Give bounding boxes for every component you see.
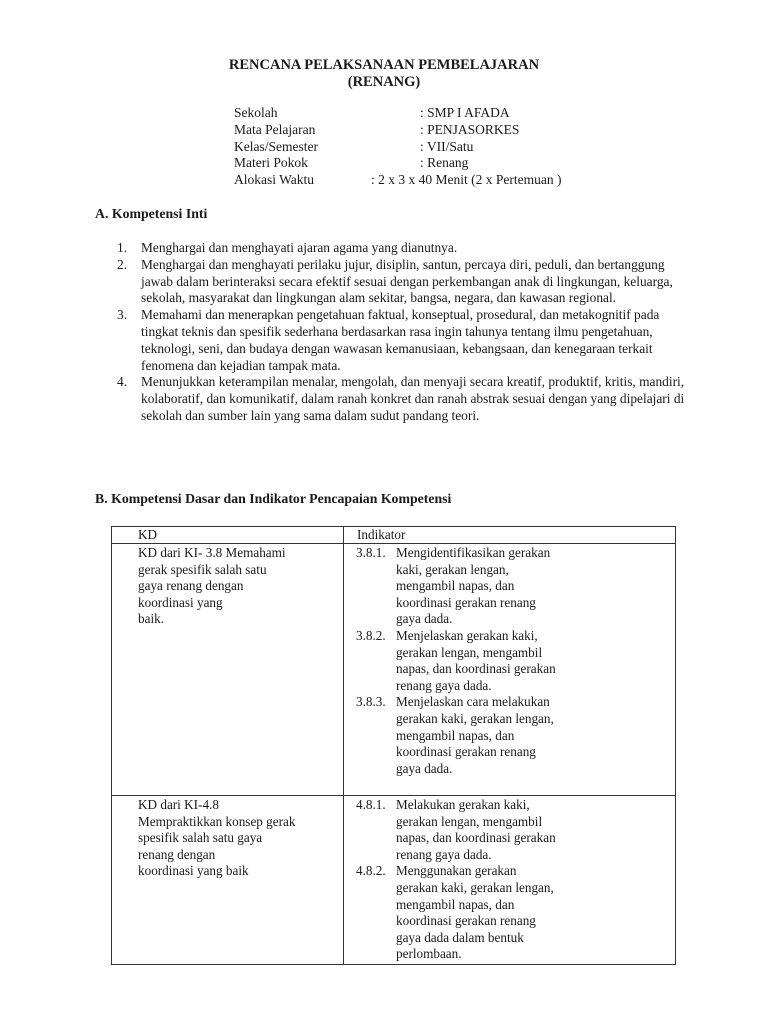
kd-line: spesifik salah satu gaya [138,830,263,846]
indicator-line: koordinasi gerakan renang [396,744,536,760]
indicator-item [356,863,666,963]
list-item [117,374,687,424]
indicator-line: mengambil napas, dan [396,727,515,743]
identity-value: : Renang [420,155,469,171]
indicator-line: Menjelaskan gerakan kaki, [396,627,538,643]
indicator-line: perlombaan. [396,946,462,962]
document-subtitle: (RENANG) [347,74,421,90]
indicator-line: gerakan lengan, mengambil [396,813,543,829]
list-item-text: Menghargai dan menghayati ajaran agama yang dianutnya. [141,240,458,255]
identity-value: : 2 x 3 x 40 Menit (2 x Pertemuan ) [371,172,562,188]
indicator-item [356,797,666,863]
identity-label: Alokasi Waktu [234,172,315,188]
indicator-line: gerakan lengan, mengambil [396,644,543,660]
document-title: RENCANA PELAKSANAAN PEMBELAJARAN [228,57,540,73]
competence-table [111,526,676,965]
indicator-item [356,545,666,628]
list-item-text: Memahami dan menerapkan pengetahuan faktual, konseptual, prosedural, dan metakognitif pada tingkat teknis dan spesifik sederhana berdasarkan rasa ingin tahunya tentang ilmu pengetahuan, teknologi, seni, dan budaya dengan wawasan kemanusiaan, kebangsaan, dan kenegaraan terkait fenomena dan kejadian tampak mata. [141,307,660,373]
core-competence-list [117,240,687,425]
kd-line: koordinasi yang baik [138,863,249,879]
indicator-line: Menggunakan gerakan [396,863,517,879]
indicator-line: renang gaya dada. [396,846,492,862]
list-item-text: Menghargai dan menghayati perilaku jujur, disiplin, santun, percaya diri, peduli, dan bertanggung jawab dalam berinteraksi secara efektif sesuai dengan perkembangan anak di lingkungan, keluarga, sekolah, masyarakat dan lingkungan alam sekitar, bangsa, negara, dan kawasan regional. [141,256,673,306]
table-header-indicator: Indikator [357,527,406,542]
list-item [117,307,687,374]
indicator-line: renang gaya dada. [396,677,492,693]
indicator-number: 3.8.3. [356,694,386,710]
kd-line: renang dengan [138,846,216,862]
list-item-number: 4. [117,374,128,390]
indicator-line: gaya dada dalam bentuk [396,929,524,945]
kd-line: baik. [138,611,165,627]
indicator-line: gaya dada. [396,760,453,776]
kd-line: koordinasi yang [138,594,223,610]
table-column-divider [343,527,344,964]
table-header-kd: KD [138,527,158,542]
identity-label: Materi Pokok [234,155,308,171]
kd-line: gaya renang dengan [138,578,244,594]
table-cell-kd [138,545,333,628]
list-item-number: 1. [117,240,128,255]
indicator-line: Mengidentifikasikan gerakan [396,545,551,560]
list-item [117,240,687,257]
indicator-line: koordinasi gerakan renang [396,913,536,929]
indicator-line: kaki, gerakan lengan, [396,561,509,577]
indicator-item [356,694,666,777]
indicator-line: mengambil napas, dan [396,578,515,594]
kd-line: KD dari KI- 3.8 Memahami [138,545,286,560]
indicator-line: mengambil napas, dan [396,896,515,912]
kd-line: KD dari KI-4.8 [138,797,219,812]
indicator-number: 4.8.1. [356,797,386,812]
identity-value: : SMP I AFADA [420,105,510,120]
kd-line: Mempraktikkan konsep gerak [138,813,296,829]
list-item-text: Menunjukkan keterampilan menalar, mengolah, dan menyaji secara kreatif, produktif, kritis, mandiri, kolaboratif, dan komunikatif, dalam ranah konkret dan ranah abstrak sesuai dengan yang dipelajari di sekolah dan sumber lain yang sama dalam sudut pandang teori. [141,374,685,423]
indicator-line: gerakan kaki, gerakan lengan, [396,879,554,895]
indicator-line: napas, dan koordinasi gerakan [396,830,556,846]
section-a-heading: A. Kompetensi Inti [95,206,208,221]
table-cell-indicators [356,797,666,963]
identity-label: Mata Pelajaran [234,121,316,137]
identity-value: : PENJASORKES [420,121,520,137]
indicator-number: 3.8.1. [356,545,386,560]
identity-label: Sekolah [234,105,278,120]
section-b-heading: B. Kompetensi Dasar dan Indikator Pencapaian Kompetensi [95,491,452,506]
identity-value: : VII/Satu [420,138,474,154]
indicator-line: gerakan kaki, gerakan lengan, [396,710,554,726]
indicator-line: Menjelaskan cara melakukan [396,694,550,710]
indicator-number: 3.8.2. [356,627,386,643]
list-item-number: 2. [117,256,128,272]
list-item [117,257,687,307]
indicator-line: gaya dada. [396,611,453,627]
table-cell-indicators [356,545,666,777]
identity-label: Kelas/Semester [234,138,318,154]
table-row-divider [112,795,675,796]
kd-line: gerak spesifik salah satu [138,561,267,577]
indicator-item [356,628,666,694]
indicator-number: 4.8.2. [356,863,386,879]
table-cell-kd [138,797,333,880]
list-item-number: 3. [117,307,128,323]
indicator-line: napas, dan koordinasi gerakan [396,661,556,677]
indicator-line: koordinasi gerakan renang [396,594,536,610]
indicator-line: Melakukan gerakan kaki, [396,797,530,812]
